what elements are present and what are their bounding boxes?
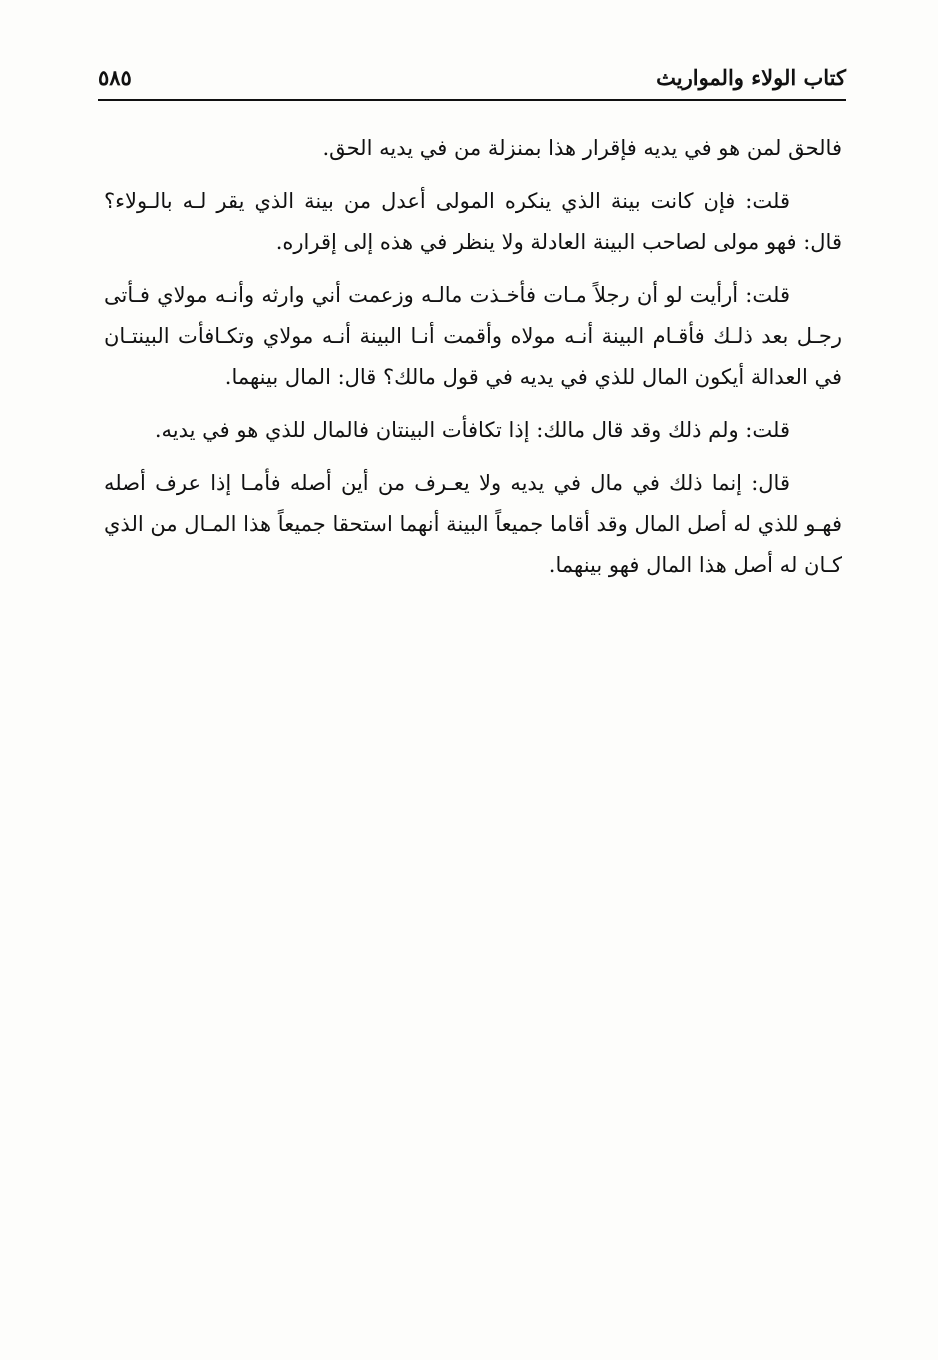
header-rule bbox=[98, 99, 846, 101]
paragraph: قلت: أرأيت لو أن رجلاً مـات فأخـذت مالـه وزعمت أني وارثه وأنـه مولاي فـأتى رجـل بعد ذلـك فأقـام البينة أنـه مولاه وأقمت أنـا البينة أنـه مولاي وتكـافأت البينتـان في العدالة أيكون المال للذي في يديه في قول مالك؟ قال: المال بينهما. bbox=[104, 283, 842, 389]
paragraph: فالحق لمن هو في يديه فإقرار هذا بمنزلة من في يديه الحق. bbox=[322, 136, 842, 160]
page-number: ٥٨٥ bbox=[98, 65, 132, 90]
paragraph: قلت: ولم ذلك وقد قال مالك: إذا تكافأت البينتان فالمال للذي هو في يديه. bbox=[154, 418, 790, 442]
page-header bbox=[98, 62, 846, 98]
paragraph: قال: إنما ذلك في مال في يديه ولا يعـرف من أين أصله فأمـا إذا عرف أصله فهـو للذي له أصل المال وقد أقاما جميعاً البينة أنهما استحقا جميعاً هذا المـال من الذي كـان له أصل هذا المال فهو بينهما. bbox=[104, 471, 842, 577]
body-text bbox=[104, 128, 842, 598]
running-title: كتاب الولاء والمواريث bbox=[656, 65, 846, 90]
paragraph: قلت: فإن كانت بينة الذي ينكره المولى أعدل من بينة الذي يقر لـه بالـولاء؟ قال: فهو مولى لصاحب البينة العادلة ولا ينظر في هذه إلى إقراره. bbox=[104, 189, 842, 254]
